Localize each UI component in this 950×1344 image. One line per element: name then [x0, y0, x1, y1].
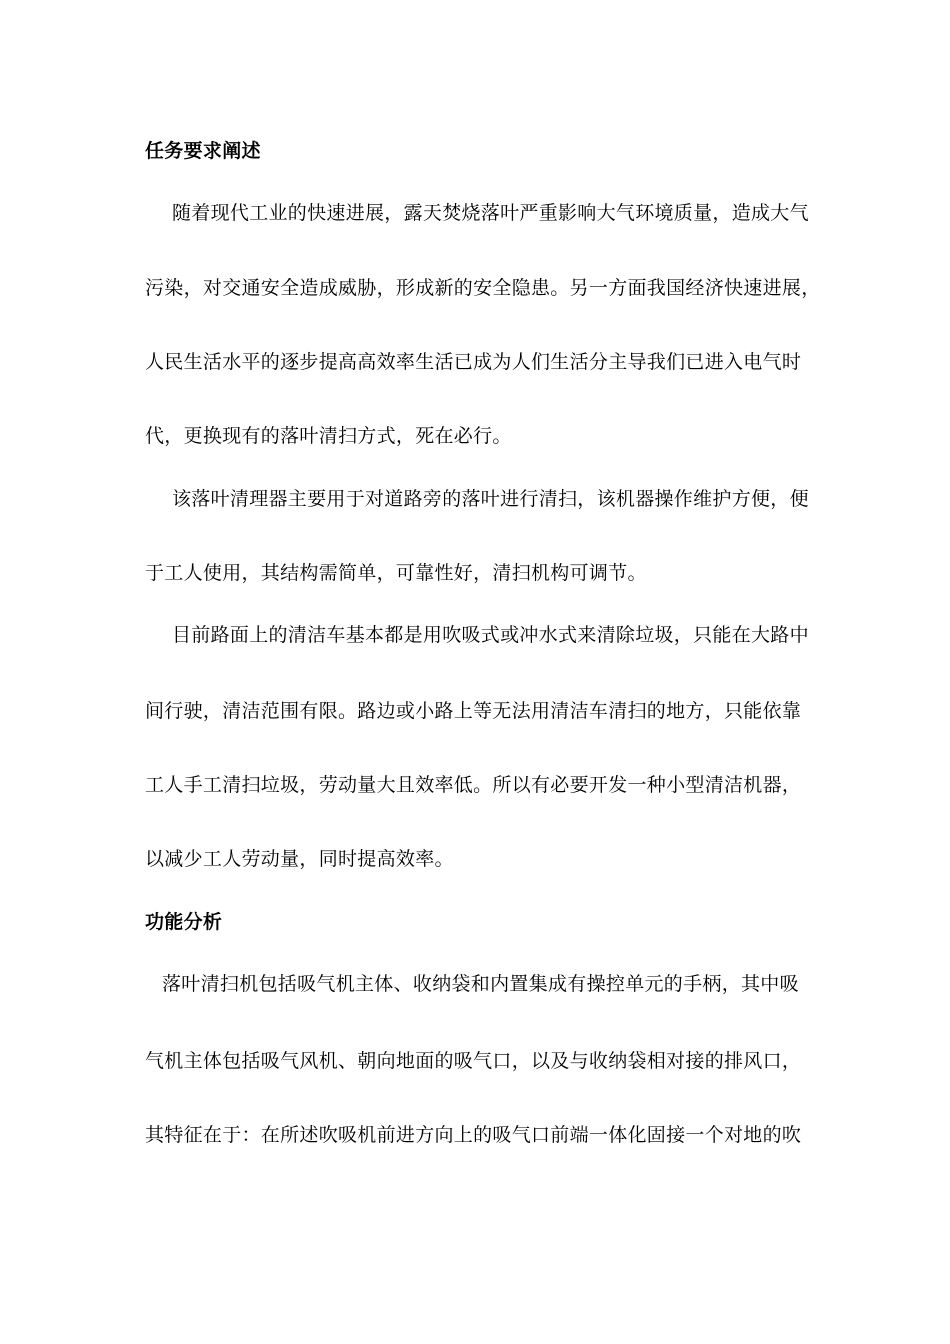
paragraph-line: 人民生活水平的逐步提高高效率生活已成为人们生活分主导我们已进入电气时 [145, 351, 802, 373]
paragraph-line: 气机主体包括吸气风机、朝向地面的吸气口，以及与收纳袋相对接的排风口， [145, 1050, 802, 1072]
paragraph-line: 其特征在于：在所述吹吸机前进方向上的吸气口前端一体化固接一个对地的吹 [145, 1124, 802, 1146]
paragraph-line: 随着现代工业的快速进展，露天焚烧落叶严重影响大气环境质量，造成大气 [172, 202, 809, 224]
paragraph-line: 间行驶，清洁范围有限。路边或小路上等无法用清洁车清扫的地方，只能依靠 [145, 700, 802, 722]
paragraph-line: 于工人使用，其结构需简单，可靠性好，清扫机构可调节。 [145, 562, 647, 584]
paragraph-line: 以减少工人劳动量，同时提高效率。 [145, 848, 454, 870]
section-heading-function: 功能分析 [145, 911, 223, 933]
paragraph-line: 目前路面上的清洁车基本都是用吹吸式或冲水式来清除垃圾，只能在大路中 [172, 624, 809, 646]
paragraph-line: 该落叶清理器主要用于对道路旁的落叶进行清扫，该机器操作维护方便，便 [172, 488, 809, 510]
section-heading-task: 任务要求阐述 [145, 140, 261, 162]
paragraph-line: 落叶清扫机包括吸气机主体、收纳袋和内置集成有操控单元的手柄，其中吸 [162, 973, 799, 995]
paragraph-line: 工人手工清扫垃圾，劳动量大且效率低。所以有必要开发一种小型清洁机器， [145, 774, 802, 796]
paragraph-line: 代，更换现有的落叶清扫方式，死在必行。 [145, 425, 512, 447]
paragraph-line: 污染，对交通安全造成威胁，形成新的安全隐患。另一方面我国经济快速进展， [145, 277, 821, 299]
